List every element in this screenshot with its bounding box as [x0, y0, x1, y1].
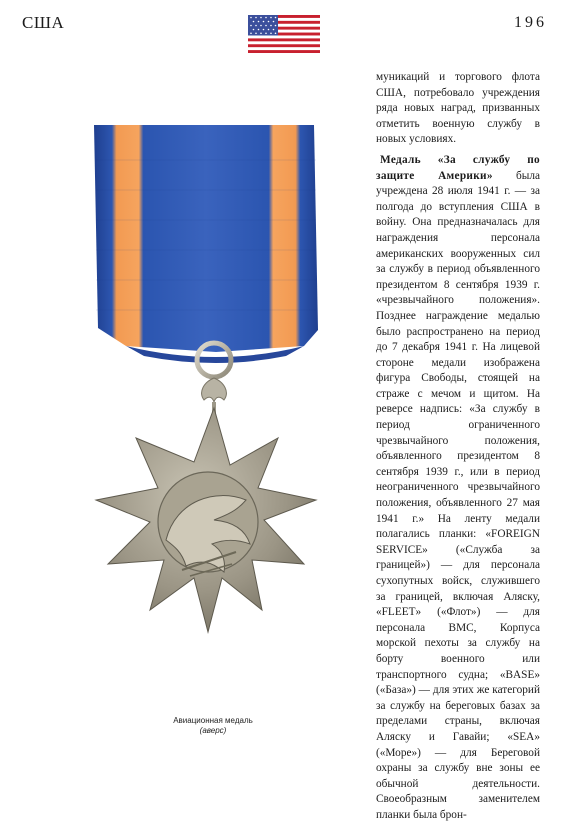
- article-paragraph-medal: [376, 153, 540, 824]
- running-header-country: США: [22, 13, 65, 32]
- caption-subtitle: (аверс): [199, 726, 227, 735]
- us-flag-icon: [248, 15, 320, 53]
- air-medal-image: [86, 120, 326, 710]
- page-number: 196: [514, 14, 547, 31]
- article-column: [376, 70, 540, 824]
- article-paragraph-continued: муникаций и торгового флота США, потребовало учреждения ряда новых наград, призванных отметить военную службу в новых условиях.: [376, 71, 540, 146]
- figure-caption: [138, 716, 288, 736]
- caption-title: Авиационная медаль: [173, 716, 253, 725]
- medal-description: была учреждена 28 июля 1941 г. — за полгода до вступления США в войну. Она предназначалась для награждения персонала американских вооруженных сил за службу в период объявленного президентом 8 сентября 1939 г. «чрезвычайного положения». Позднее награждение медалью было распространено на период до 7 декабря 1941 г. На лицевой стороне медали изображена фигура Свободы, стоящей на страже с мечом и щитом. На реверсе надпись: «За службу в период ограниченного чрезвычайного положения, объявленного президентом 8 сентября 1939 г., или в период неограниченного чрезвычайного положения, объявленного 27 мая 1941 г.» На ленту медали полагались планки: «FOREIGN SERVICE» («Служба за границей») — для персонала сухопутных войск, служившего за границей, включая Аляску, «FLEET» («Флот») — для персонала ВМС, Корпуса морской пехоты за службу на борту военного или транспортного судна; «BASE» («База») — для этих же категорий за службу на береговых базах за пределами страны, включая Аляску и Гавайи; «SEA» («Море») — для Береговой охраны за службу вне зоны ее обычной деятельности. Своеобразным заменителем планки была брон-: [376, 169, 540, 821]
- medal-name-heading: Медаль «За службу по защите Америки»: [376, 153, 540, 182]
